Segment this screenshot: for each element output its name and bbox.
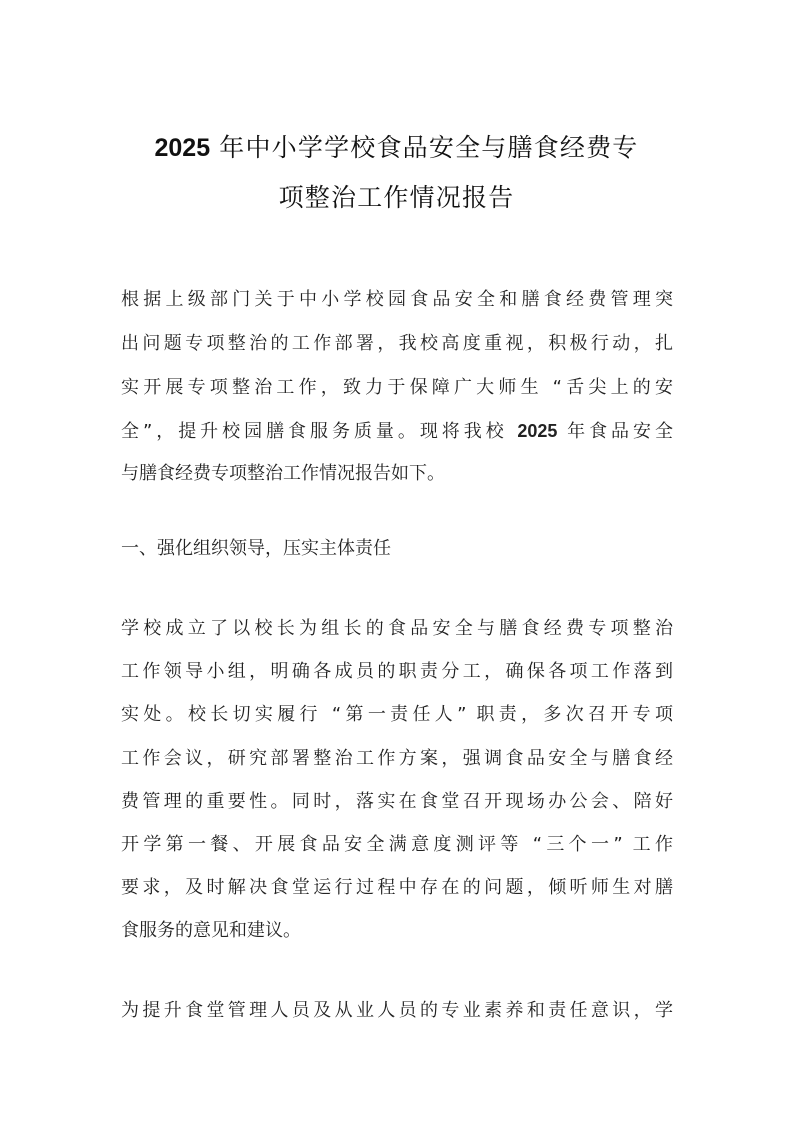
section-1-p2-line-1: 为提升食堂管理人员及从业人员的专业素养和责任意识，学	[121, 1000, 673, 1021]
document-title-line-1	[100, 128, 693, 164]
section-1-p1-line-4: 工作会议，研究部署整治工作方案，强调食品安全与膳食经	[121, 748, 673, 769]
intro-line-2: 出问题专项整治的工作部署，我校高度重视，积极行动，扎	[121, 333, 673, 354]
intro-line-1: 根据上级部门关于中小学校园食品安全和膳食经费管理突	[121, 289, 673, 310]
section-1-p1-line-5: 费管理的重要性。同时，落实在食堂召开现场办公会、陪好	[121, 791, 673, 812]
intro-line-4	[121, 419, 673, 444]
section-1-p1-line-7: 要求，及时解决食堂运行过程中存在的问题，倾听师生对膳	[121, 877, 673, 898]
section-1-p1-line-8: 食服务的意见和建议。	[121, 920, 301, 941]
section-1-p1-line-3: 实处。校长切实履行 “第一责任人” 职责，多次召开专项	[121, 704, 673, 725]
section-1-heading: 一、强化组织领导，压实主体责任	[121, 538, 391, 559]
section-1-p1-line-1: 学校成立了以校长为组长的食品安全与膳食经费专项整治	[121, 618, 673, 639]
intro-line-4-head: 全”，提升校园膳食服务质量。现将我校	[121, 421, 518, 442]
intro-year: 2025	[517, 421, 558, 441]
intro-line-4-tail: 年食品安全	[557, 421, 673, 442]
section-1-p1-line-2: 工作领导小组，明确各成员的职责分工，确保各项工作落到	[121, 661, 673, 682]
intro-line-5: 与膳食经费专项整治工作情况报告如下。	[121, 463, 445, 484]
document-title-line-2: 项整治工作情况报告	[278, 183, 515, 212]
title-text-1: 年中小学学校食品安全与膳食经费专	[210, 133, 639, 162]
intro-line-3: 实开展专项整治工作，致力于保障广大师生 “舌尖上的安	[121, 377, 673, 398]
section-1-p1-line-6: 开学第一餐、开展食品安全满意度测评等 “三个一” 工作	[121, 834, 673, 855]
title-year: 2025	[154, 134, 211, 162]
